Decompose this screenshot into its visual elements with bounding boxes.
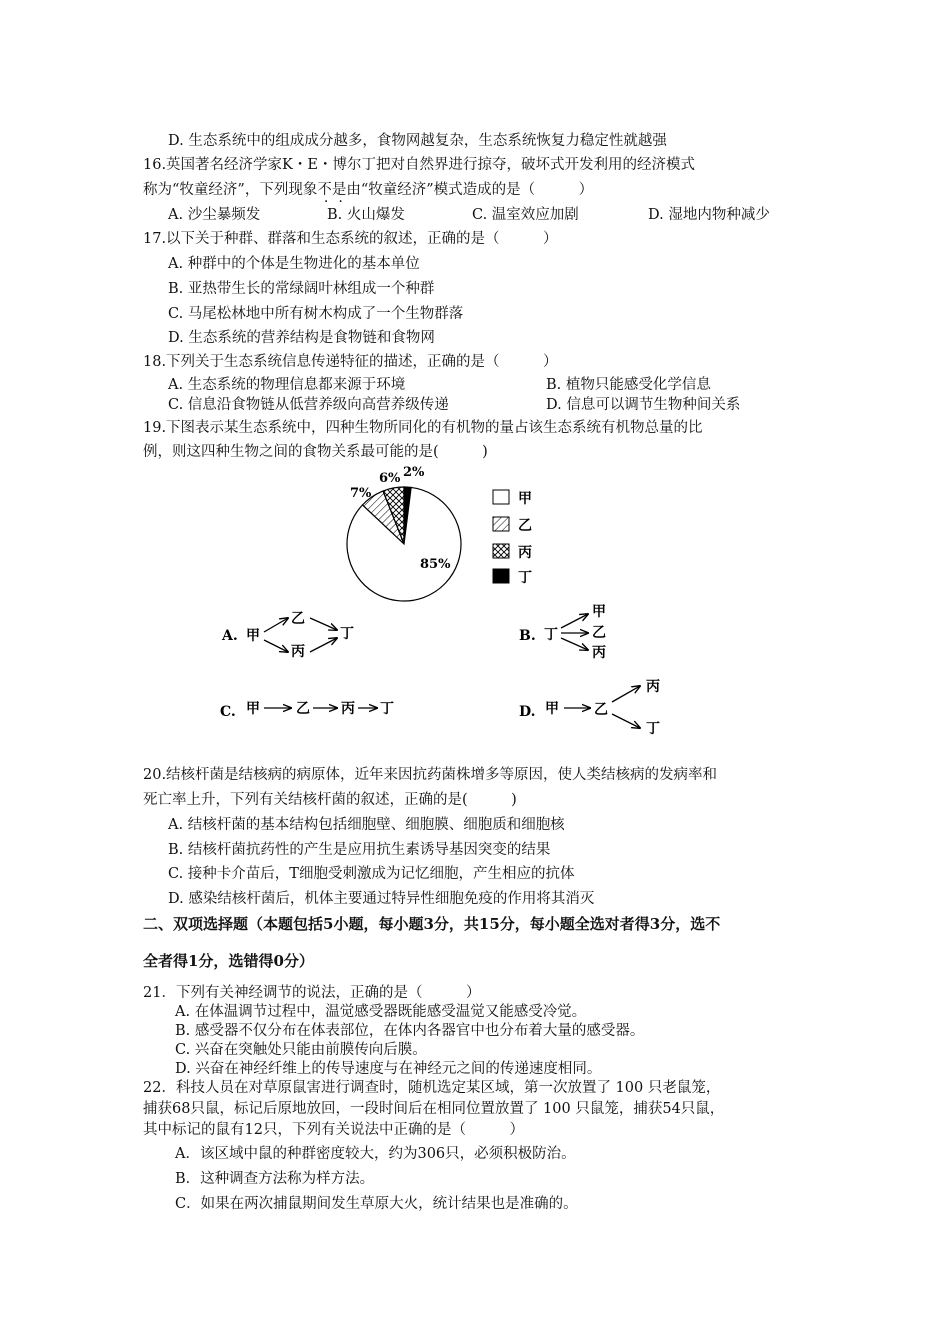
- q16-option-c: C. 温室效应加剧: [472, 207, 579, 223]
- svg-text:甲: 甲: [592, 604, 606, 620]
- svg-text:乙: 乙: [592, 625, 606, 641]
- legend-swatch-bing: [493, 544, 509, 558]
- legend-swatch-jia: [493, 490, 509, 504]
- svg-text:丁: 丁: [380, 701, 394, 717]
- section-2-heading-line1: 二、双项选择题（本题包括5小题，每小题3分，共15分，每小题全选对者得3分，选不: [143, 915, 721, 933]
- pie-label-bing: 6%: [379, 471, 401, 486]
- q22-option-a: A．该区域中鼠的种群密度较大，约为306只，必须积极防治。: [175, 1146, 576, 1162]
- pie-label-yi: 7%: [350, 486, 372, 501]
- emphasis-dot-1: 不: [317, 182, 332, 198]
- q22-stem-line3: 其中标记的鼠有12只，下列有关说法中正确的是（ ）: [143, 1122, 524, 1138]
- svg-text:丙: 丙: [291, 644, 305, 660]
- q18-option-c: C. 信息沿食物链从低营养级向高营养级传递: [168, 397, 449, 413]
- q21-stem: 21．下列有关神经调节的说法，正确的是（ ）: [143, 985, 481, 1001]
- q20-stem-line2: 死亡率上升，下列有关结核杆菌的叙述，正确的是( ): [143, 792, 517, 808]
- q17-option-c: C. 马尾松林地中所有树木构成了一个生物群落: [168, 306, 464, 322]
- q18-option-b: B. 植物只能感受化学信息: [546, 377, 711, 393]
- food-web-option-d: [519, 679, 660, 737]
- q20-option-c: C. 接种卡介苗后，T细胞受刺激成为记忆细胞，产生相应的抗体: [168, 866, 575, 882]
- q19-stem-line2: 例，则这四种生物之间的食物关系最可能的是( ): [143, 444, 488, 460]
- q21-option-d: D. 兴奋在神经纤维上的传导速度与在神经元之间的传递速度相同。: [175, 1061, 602, 1077]
- svg-text:丙: 丙: [592, 645, 606, 661]
- legend-label-bing: 丙: [518, 545, 532, 561]
- q17-stem: 17.以下关于种群、群落和生态系统的叙述，正确的是（ ）: [143, 231, 558, 247]
- svg-text:乙: 乙: [291, 611, 305, 627]
- pie-label-jia: 85%: [420, 557, 451, 572]
- q20-option-b: B. 结核杆菌抗药性的产生是应用抗生素诱导基因突变的结果: [168, 842, 551, 858]
- q22-stem-line2: 捕获68只鼠，标记后原地放回，一段时间后在相同位置放置了 100 只鼠笼，捕获54只鼠，: [143, 1101, 725, 1117]
- q16-option-b: B. 火山爆发: [327, 207, 405, 223]
- legend-label-ding: 丁: [518, 570, 532, 586]
- svg-text:甲: 甲: [545, 701, 559, 717]
- q16-option-d: D. 湿地内物种减少: [648, 207, 770, 223]
- q17-option-d: D. 生态系统的营养结构是食物链和食物网: [168, 330, 435, 346]
- food-web-option-b: [519, 604, 606, 661]
- q21-option-b: B. 感受器不仅分布在体表部位，在体内各器官中也分布着大量的感受器。: [175, 1023, 645, 1039]
- pie-legend: [493, 490, 532, 586]
- q17-option-a: A. 种群中的个体是生物进化的基本单位: [168, 256, 420, 272]
- legend-label-yi: 乙: [518, 518, 532, 534]
- legend-swatch-yi: [493, 517, 509, 531]
- legend-label-jia: 甲: [518, 491, 532, 507]
- svg-text:乙: 乙: [594, 702, 608, 718]
- svg-text:乙: 乙: [296, 701, 310, 717]
- svg-text:A.: A.: [222, 628, 238, 644]
- q20-stem-line1: 20.结核杆菌是结核病的病原体，近年来因抗药菌株增多等原因，使人类结核病的发病率和: [143, 767, 718, 783]
- svg-text:丙: 丙: [646, 679, 660, 695]
- q17-option-b: B. 亚热带生长的常绿阔叶林组成一个种群: [168, 281, 435, 297]
- pie-label-ding: 2%: [403, 465, 425, 480]
- q16-stem-line2: 称为“牧童经济”，下列现象不是由“牧童经济”模式造成的是（ ）: [143, 182, 594, 198]
- q22-option-c: C．如果在两次捕鼠期间发生草原大火，统计结果也是准确的。: [175, 1196, 578, 1212]
- emphasis-dot-2: 是: [331, 182, 347, 198]
- legend-swatch-ding: [493, 569, 509, 583]
- q22-stem-line1: 22．科技人员在对草原鼠害进行调查时，随机选定某区域，第一次放置了 100 只老鼠笼，: [143, 1080, 721, 1096]
- q21-option-a: A. 在体温调节过程中，温觉感受器既能感受温觉又能感受冷觉。: [175, 1004, 587, 1020]
- q21-option-c: C. 兴奋在突触处只能由前膜传向后膜。: [175, 1042, 427, 1058]
- svg-text:甲: 甲: [246, 628, 260, 644]
- svg-text:B.: B.: [519, 628, 536, 644]
- svg-text:D.: D.: [519, 704, 536, 720]
- food-web-option-a: [221, 611, 354, 660]
- q16-option-a: A. 沙尘暴频发: [168, 207, 261, 223]
- q22-option-b: B．这种调查方法称为样方法。: [175, 1171, 375, 1187]
- q18-option-a: A. 生态系统的物理信息都来源于环境: [168, 377, 406, 393]
- food-web-option-c: [220, 701, 394, 720]
- pie-chart: [347, 487, 461, 601]
- q20-option-a: A. 结核杆菌的基本结构包括细胞壁、细胞膜、细胞质和细胞核: [168, 817, 565, 833]
- q18-option-d: D. 信息可以调节生物种间关系: [546, 397, 741, 413]
- svg-text:C.: C.: [220, 704, 236, 720]
- q16-stem-line1: 16.英国著名经济学家K・E・博尔丁把对自然界进行掠夺，破坏式开发利用的经济模式: [143, 157, 695, 173]
- svg-text:丁: 丁: [646, 721, 660, 737]
- svg-text:丁: 丁: [340, 626, 354, 642]
- section-2-heading-line2: 全者得1分，选错得0分）: [143, 952, 314, 970]
- svg-text:丙: 丙: [341, 701, 355, 717]
- svg-text:甲: 甲: [246, 701, 260, 717]
- q20-option-d: D. 感染结核杆菌后，机体主要通过特异性细胞免疫的作用将其消灭: [168, 891, 595, 907]
- q15-option-d: D. 生态系统中的组成成分越多，食物网越复杂，生态系统恢复力稳定性就越强: [168, 133, 667, 149]
- q19-stem-line1: 19.下图表示某生态系统中，四种生物所同化的有机物的量占该生态系统有机物总量的比: [143, 420, 703, 436]
- q18-stem: 18.下列关于生态系统信息传递特征的描述，正确的是（ ）: [143, 354, 558, 370]
- svg-text:丁: 丁: [544, 627, 558, 643]
